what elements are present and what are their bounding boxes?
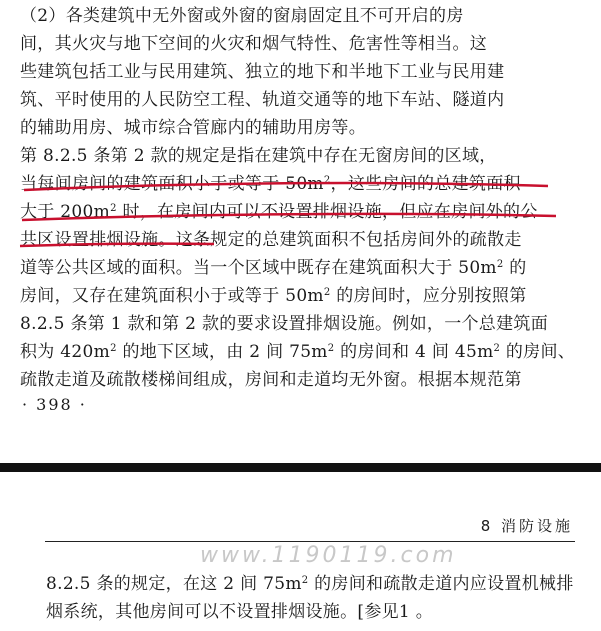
text-line xyxy=(20,170,580,198)
text-fragment: 8.2.5 条的规定，在这 2 间 75m xyxy=(46,574,302,594)
paragraph-2 xyxy=(20,142,580,394)
text-fragment: 的地下区域，由 2 间 75m xyxy=(116,342,328,362)
superscript: 2 xyxy=(323,287,331,298)
text-fragment: 积为 420m xyxy=(20,342,111,362)
watermark: www.1190119.com xyxy=(200,543,457,568)
text-line xyxy=(20,338,580,366)
superscript: 2 xyxy=(301,575,309,586)
superscript: 2 xyxy=(327,343,335,354)
text-fragment: 时，在房间内可以不设置排烟设施，但应在房间外的公 xyxy=(116,202,538,222)
text-fragment: 当每间房间的建筑面积小于或等于 50m xyxy=(20,174,324,194)
text-line: 第 8.2.5 条第 2 款的规定是指在建筑中存在无窗房间的区域， xyxy=(20,146,497,166)
superscript: 2 xyxy=(323,175,331,186)
text-fragment: 的房间时，应分别按照第 xyxy=(330,286,527,306)
header-rule xyxy=(45,541,575,542)
superscript: 2 xyxy=(493,343,501,354)
text-line: 共区设置排烟设施。这条规定的总建筑面积不包括房间外的疏散走 xyxy=(20,230,522,250)
text-line: （2）各类建筑中无外窗或外窗的窗扇固定且不可开启的房 xyxy=(20,6,464,26)
text-line xyxy=(46,570,586,598)
text-line xyxy=(20,198,580,226)
text-line: 烟系统，其他房间可以不设置排烟设施。[参见1 。 xyxy=(46,602,434,622)
text-fragment: 房间，又存在建筑面积小于或等于 50m xyxy=(20,286,324,306)
text-line: 些建筑包括工业与民用建筑、独立的地下和半地下工业与民用建 xyxy=(20,62,505,82)
text-line: 的辅助用房、城市综合管廊内的辅助用房等。 xyxy=(20,118,366,138)
text-fragment: 的房间和疏散走道内应设置机械排 xyxy=(308,574,574,594)
text-line: 筑、平时使用的人民防空工程、轨道交通等的地下车站、隧道内 xyxy=(20,90,505,110)
paragraph-3 xyxy=(46,570,586,626)
page-number: · 398 · xyxy=(22,395,87,414)
text-line xyxy=(20,254,580,282)
text-line: 间，其火灾与地下空间的火灾和烟气特性、危害性等相当。这 xyxy=(20,34,488,54)
superscript: 2 xyxy=(496,259,504,270)
page-divider xyxy=(0,463,601,472)
text-line: 8.2.5 条第 1 款和第 2 款的要求设置排烟设施。例如，一个总建筑面 xyxy=(20,314,549,334)
paragraph-1 xyxy=(20,2,580,142)
superscript: 2 xyxy=(110,203,117,214)
text-line: 疏散走道及疏散楼梯间组成，房间和走道均无外窗。根据本规范第 xyxy=(20,370,522,390)
superscript: 2 xyxy=(110,343,117,354)
text-fragment: 的 xyxy=(503,258,527,278)
text-fragment: 道等公共区域的面积。当一个区域中既存在建筑面积大于 50m xyxy=(20,258,497,278)
text-fragment: 大于 200m xyxy=(20,202,111,222)
text-fragment: 的房间和 4 间 45m xyxy=(334,342,494,362)
text-fragment: 的房间、 xyxy=(500,342,576,362)
chapter-header: 8 消防设施 xyxy=(480,517,573,535)
text-fragment: ，这些房间的总建筑面积 xyxy=(330,174,521,194)
text-line xyxy=(20,282,580,310)
